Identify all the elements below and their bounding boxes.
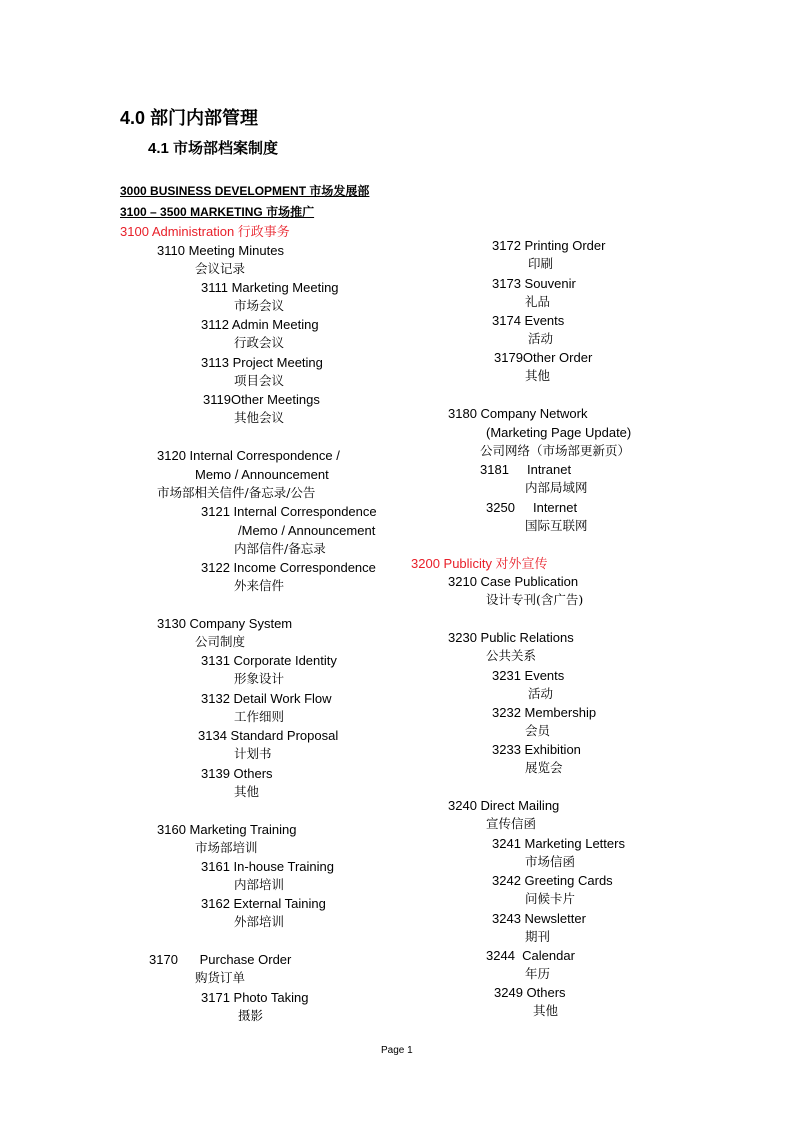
- code-3110-zh: 会议记录: [195, 261, 246, 276]
- code-3174-zh: 活动: [528, 331, 554, 346]
- department-heading: 3000 BUSINESS DEVELOPMENT 市场发展部: [120, 184, 370, 198]
- page-number: Page 1: [381, 1045, 413, 1056]
- code-3181: 3181 Intranet: [480, 462, 572, 477]
- code-3120-cont: Memo / Announcement: [195, 467, 329, 482]
- code-3119-zh: 其他会议: [234, 410, 285, 425]
- code-3242: 3242 Greeting Cards: [492, 873, 613, 888]
- code-3121-cont: /Memo / Announcement: [238, 523, 376, 538]
- code-3112: 3112 Admin Meeting: [201, 317, 319, 332]
- code-3180-zh: 公司网络（市场部更新页）: [480, 443, 631, 458]
- code-3232: 3232 Membership: [492, 705, 597, 720]
- code-3180-cont: (Marketing Page Update): [486, 425, 632, 440]
- section-3100: 3100 Administration 行政事务: [120, 224, 290, 239]
- code-3241: 3241 Marketing Letters: [492, 836, 625, 851]
- code-3243: 3243 Newsletter: [492, 911, 586, 926]
- code-3231-zh: 活动: [528, 686, 554, 701]
- code-3139: 3139 Others: [201, 766, 273, 781]
- code-3121: 3121 Internal Correspondence: [201, 504, 377, 519]
- code-3233-zh: 展览会: [525, 760, 563, 775]
- code-3130: 3130 Company System: [157, 616, 293, 631]
- code-3119: 3119Other Meetings: [203, 392, 320, 407]
- code-3121-zh: 内部信件/备忘录: [234, 541, 326, 556]
- code-3132: 3132 Detail Work Flow: [201, 691, 332, 706]
- code-3233: 3233 Exhibition: [492, 742, 581, 757]
- code-3111: 3111 Marketing Meeting: [201, 280, 339, 295]
- code-3249-zh: 其他: [533, 1003, 559, 1018]
- code-3250-zh: 国际互联网: [525, 518, 588, 533]
- code-3113: 3113 Project Meeting: [201, 355, 323, 370]
- code-3244-zh: 年历: [525, 966, 551, 981]
- code-3240: 3240 Direct Mailing: [448, 798, 560, 813]
- code-3241-zh: 市场信函: [525, 854, 576, 869]
- section-title: 4.1 市场部档案制度: [148, 140, 279, 157]
- code-3160-zh: 市场部培训: [195, 840, 258, 855]
- section-3200: 3200 Publicity 对外宣传: [411, 556, 548, 571]
- code-3139-zh: 其他: [234, 784, 260, 799]
- code-3122: 3122 Income Correspondence: [201, 560, 376, 575]
- code-3179: 3179Other Order: [494, 350, 593, 365]
- code-3161: 3161 In-house Training: [201, 859, 334, 874]
- code-3210: 3210 Case Publication: [448, 574, 579, 589]
- code-3130-zh: 公司制度: [195, 634, 246, 649]
- code-3180: 3180 Company Network: [448, 406, 588, 421]
- code-3112-zh: 行政会议: [234, 335, 285, 350]
- code-3232-zh: 会员: [525, 723, 551, 738]
- code-3179-zh: 其他: [525, 368, 551, 383]
- code-3249: 3249 Others: [494, 985, 566, 1000]
- code-3172-zh: 印刷: [528, 256, 554, 271]
- code-3244: 3244 Calendar: [486, 948, 575, 963]
- code-3173: 3173 Souvenir: [492, 276, 576, 291]
- code-3131: 3131 Corporate Identity: [201, 653, 337, 668]
- code-3113-zh: 项目会议: [234, 373, 285, 388]
- code-3170-zh: 购货订单: [195, 970, 246, 985]
- code-3161-zh: 内部培训: [234, 877, 285, 892]
- code-3170: 3170 Purchase Order: [149, 952, 292, 967]
- code-3171: 3171 Photo Taking: [201, 990, 309, 1005]
- code-3173-zh: 礼品: [525, 294, 551, 309]
- code-3242-zh: 问候卡片: [525, 891, 576, 906]
- code-3111-zh: 市场会议: [234, 298, 285, 313]
- code-3134: 3134 Standard Proposal: [198, 728, 339, 743]
- code-3134-zh: 计划书: [234, 746, 272, 761]
- code-3240-zh: 宣传信函: [486, 816, 537, 831]
- page-title: 4.0 部门内部管理: [120, 108, 259, 128]
- code-3132-zh: 工作细则: [234, 709, 285, 724]
- code-3110: 3110 Meeting Minutes: [157, 243, 284, 258]
- code-3120: 3120 Internal Correspondence /: [157, 448, 340, 463]
- code-3230-zh: 公共关系: [486, 648, 537, 663]
- code-3160: 3160 Marketing Training: [157, 822, 297, 837]
- code-3181-zh: 内部局域网: [525, 480, 588, 495]
- code-3131-zh: 形象设计: [234, 671, 285, 686]
- range-heading: 3100 – 3500 MARKETING 市场推广: [120, 205, 315, 219]
- code-3210-zh: 设计专刊(含广告): [486, 592, 584, 607]
- code-3122-zh: 外来信件: [234, 578, 285, 593]
- code-3162: 3162 External Taining: [201, 896, 326, 911]
- code-3171-zh: 摄影: [238, 1008, 264, 1023]
- code-3243-zh: 期刊: [525, 929, 551, 944]
- code-3174: 3174 Events: [492, 313, 565, 328]
- code-3120-zh: 市场部相关信件/备忘录/公告: [157, 485, 316, 500]
- code-3162-zh: 外部培训: [234, 914, 285, 929]
- code-3231: 3231 Events: [492, 668, 565, 683]
- code-3172: 3172 Printing Order: [492, 238, 606, 253]
- code-3230: 3230 Public Relations: [448, 630, 574, 645]
- code-3250: 3250 Internet: [486, 500, 578, 515]
